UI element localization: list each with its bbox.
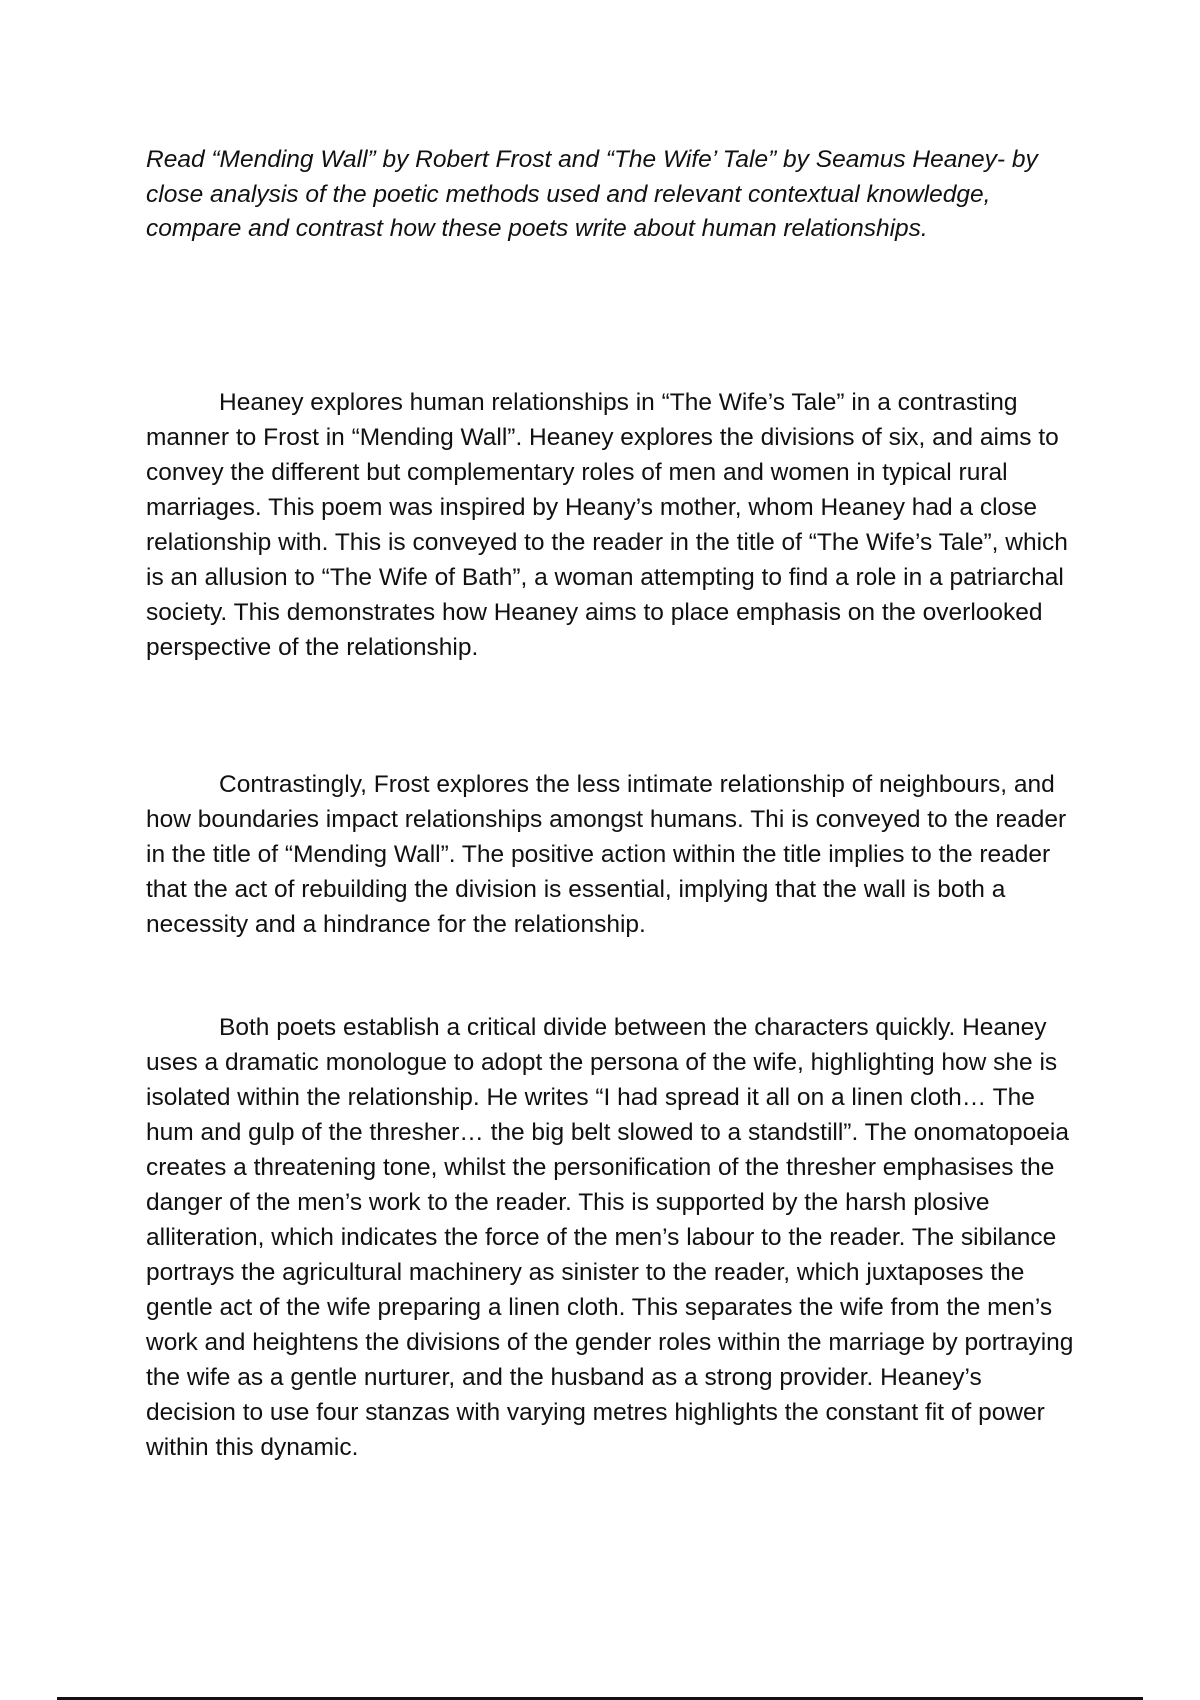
essay-prompt: Read “Mending Wall” by Robert Frost and “The Wife’ Tale” by Seamus Heaney- by close analysis of the poetic methods used and relevant contextual knowledge, compare and contrast how these poets write about human relationships. [146,146,1038,242]
essay-paragraph-1: Heaney explores human relationships in “The Wife’s Tale” in a contrasting manner to Frost in “Mending Wall”. Heaney explores the divisions of six, and aims to convey the different but complementary roles of men and women in typical rural marriages. This poem was inspired by Heany’s mother, whom Heaney had a close relationship with. This is conveyed to the reader in the title of “The Wife’s Tale”, which is an allusion to “The Wife of Bath”, a woman attempting to find a role in a patriarchal society. This demonstrates how Heaney aims to place emphasis on the overlooked perspective of the relationship. [146,389,1068,661]
essay-paragraph-2: Contrastingly, Frost explores the less intimate relationship of neighbours, and how boundaries impact relationships amongst humans. Thi is conveyed to the reader in the title of “Mending Wall”. The positive action within the title implies to the reader that the act of rebuilding the division is essential, implying that the wall is both a necessity and a hindrance for the relationship. [146,771,1067,938]
essay-paragraph-3: Both poets establish a critical divide between the characters quickly. Heaney uses a dramatic monologue to adopt the persona of the wife, highlighting how she is isolated within the relationship. He writes “I had spread it all on a linen cloth… The hum and gulp of the thresher… the big belt slowed to a standstill”. The onomatopoeia creates a threatening tone, whilst the personification of the thresher emphasises the danger of the men’s work to the reader. This is supported by the harsh plosive alliteration, which indicates the force of the men’s labour to the reader. The sibilance portrays the agricultural machinery as sinister to the reader, which juxtaposes the gentle act of the wife preparing a linen cloth. This separates the wife from the men’s work and heightens the divisions of the gender roles within the marriage by portraying the wife as a gentle nurturer, and the husband as a strong provider. Heaney’s decision to use four stanzas with varying metres highlights the constant fit of power within this dynamic. [146,1014,1074,1461]
document-page [146,143,1076,1461]
